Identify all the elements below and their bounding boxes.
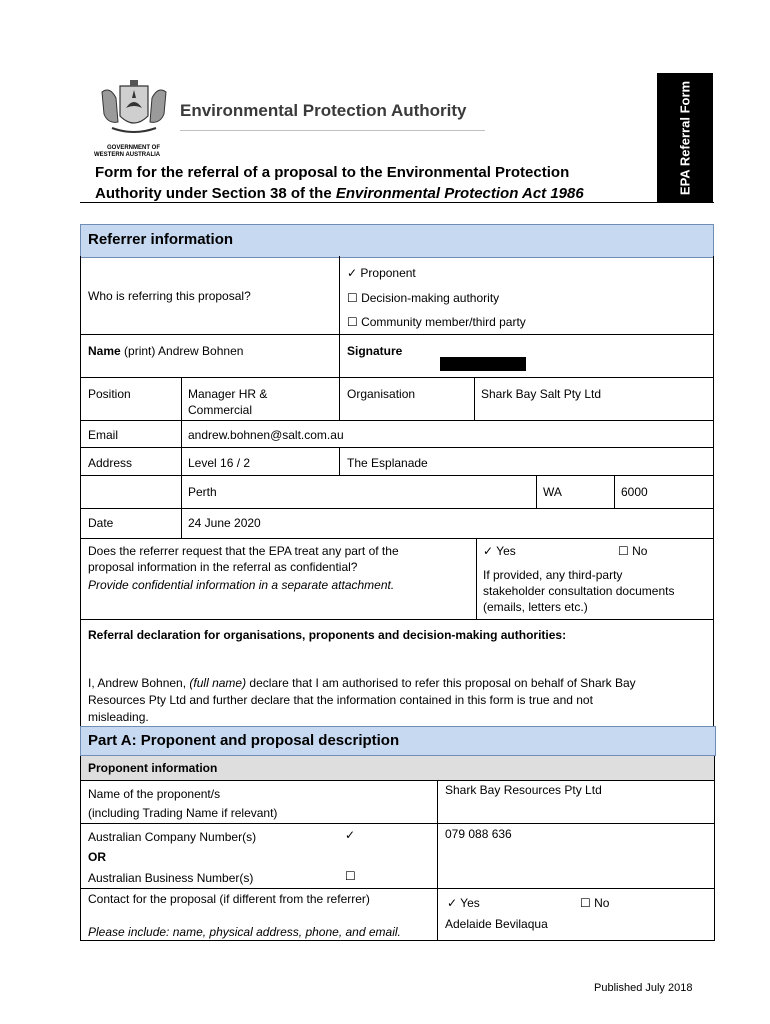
address-city[interactable]: Perth <box>188 485 217 499</box>
form-title: Form for the referral of a proposal to the Environmental Protection Authority under Section 38 of the Environmental Protection Act 1986 <box>95 164 584 202</box>
agency-name: Environmental Protection Authority <box>180 101 467 120</box>
confidential-no-option[interactable]: ☐ No <box>618 544 648 558</box>
organisation-label: Organisation <box>347 387 416 401</box>
declaration-title: Referral declaration for organisations, proponents and decision-making authorities: <box>88 628 567 642</box>
option-proponent[interactable]: ✓ Proponent <box>347 266 416 280</box>
email-value[interactable]: andrew.bohnen@salt.com.au <box>188 428 344 442</box>
confidential-yes-option[interactable]: ✓ Yes <box>483 544 516 558</box>
contact-note: Please include: name, physical address, phone, and email. <box>88 925 401 939</box>
contact-no-option[interactable]: ☐ No <box>580 896 610 910</box>
abn-checkbox[interactable]: ☐ <box>345 869 356 883</box>
confidential-question: Does the referrer request that the EPA treat any part of the proposal information in the referral as confidential? Provide confidential information in a separate attachment. <box>88 544 399 592</box>
date-label: Date <box>88 516 114 530</box>
contact-yes-option[interactable]: ✓ Yes <box>447 896 480 910</box>
logo-caption: GOVERNMENT OF WESTERN AUSTRALIA <box>94 145 161 158</box>
proponent-name-value[interactable]: Shark Bay Resources Pty Ltd <box>445 783 602 797</box>
or-label: OR <box>88 850 106 864</box>
option-decision-making-authority[interactable]: ☐ Decision-making authority <box>347 291 500 305</box>
published-date: Published July 2018 <box>594 982 693 994</box>
abn-label: Australian Business Number(s) <box>88 871 254 885</box>
proponent-name-label: Name of the proponent/s (including Trading Name if relevant) <box>88 787 278 820</box>
address-line1[interactable]: Level 16 / 2 <box>188 456 251 470</box>
agency-underline <box>180 130 485 131</box>
signature-redaction <box>440 357 526 371</box>
acn-value[interactable]: 079 088 636 <box>445 827 512 841</box>
acn-checkbox[interactable]: ✓ <box>345 828 356 842</box>
email-label: Email <box>88 428 119 442</box>
title-rule <box>80 202 714 203</box>
address-postcode[interactable]: 6000 <box>621 485 648 499</box>
position-value[interactable]: Manager HR & Commercial <box>188 387 268 417</box>
acn-label: Australian Company Number(s) <box>88 830 257 844</box>
proponent-info-subheader: Proponent information <box>81 756 714 780</box>
position-label: Position <box>88 387 131 401</box>
confidential-note: If provided, any third-party stakeholder consultation documents (emails, letters etc.) <box>483 568 675 614</box>
signature-label: Signature <box>347 344 403 358</box>
contact-label: Contact for the proposal (if different from the referrer) <box>88 892 370 906</box>
side-tab: EPA Referral Form <box>657 73 713 202</box>
declaration-text: I, Andrew Bohnen, (full name) declare that I am authorised to refer this proposal on behalf of Shark Bay Resources Pty Ltd and further declare that the information contained in this form is true and not misleading. <box>88 676 636 724</box>
part-a-section-header: Part A: Proponent and proposal description <box>80 726 716 756</box>
wa-government-crest-logo <box>94 78 174 158</box>
name-field[interactable]: Name (print) Andrew Bohnen <box>88 344 244 358</box>
address-street[interactable]: The Esplanade <box>347 456 428 470</box>
who-label: Who is referring this proposal? <box>88 289 251 303</box>
contact-value[interactable]: Adelaide Bevilaqua <box>445 917 548 931</box>
organisation-value[interactable]: Shark Bay Salt Pty Ltd <box>481 387 602 401</box>
address-label: Address <box>88 456 133 470</box>
date-value[interactable]: 24 June 2020 <box>188 516 261 530</box>
address-state[interactable]: WA <box>543 485 562 499</box>
referrer-section-header: Referrer information <box>80 224 714 258</box>
option-community-member[interactable]: ☐ Community member/third party <box>347 315 526 329</box>
